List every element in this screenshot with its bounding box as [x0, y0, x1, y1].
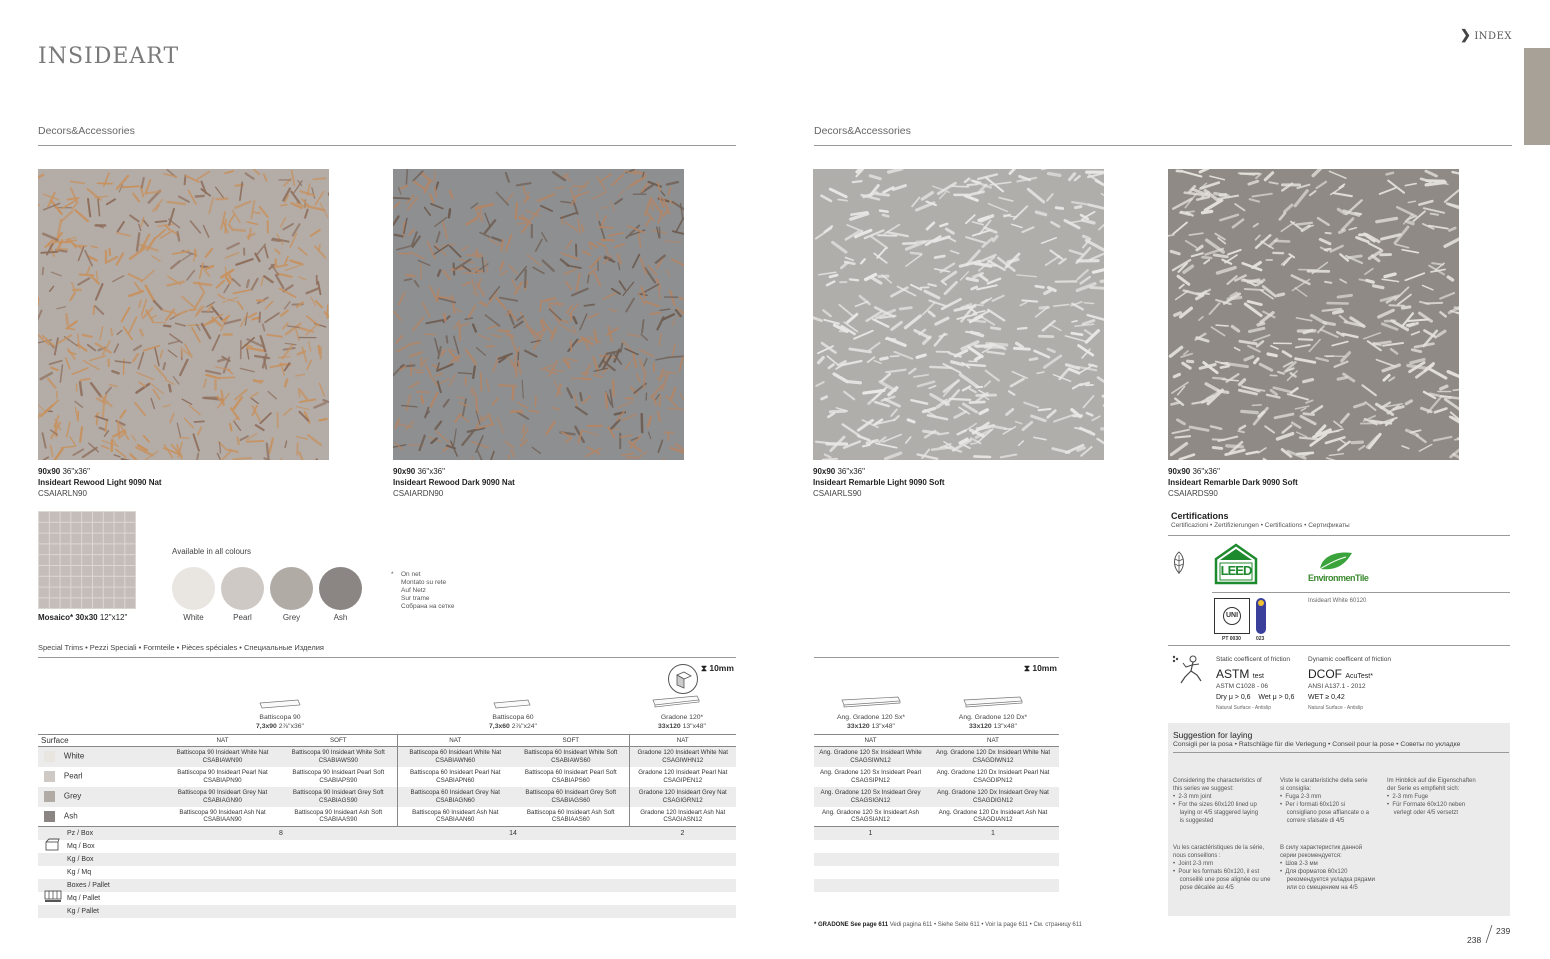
tile-name: Insideart Rewood Dark 9090 Nat: [393, 478, 515, 487]
tile-caption: [38, 466, 162, 499]
table-row: Kg / Pallet: [38, 905, 736, 918]
finish-header: NAT: [629, 735, 736, 747]
surface-label: Surface: [41, 736, 69, 745]
page-number-left: 238: [1467, 935, 1482, 945]
tile-size: 90x90: [393, 467, 416, 476]
trim-label: Battiscopa 90 7,3x90 2⅞"x36": [256, 714, 304, 730]
divider: [38, 145, 736, 146]
tile-name: Insideart Remarble Light 9090 Soft: [813, 478, 945, 487]
footnote: * GRADONE See page 611 Vedi pagina 611 • Siehe Seite 611 • Voir la page 611 • См. страницу 611: [814, 922, 1082, 928]
table-row: Ang. Gradone 120 Sx Insideart Pearl CSAGSIPN12 Ang. Gradone 120 Dx Insideart Pearl Nat CSAGDIPN12: [819, 769, 1050, 784]
laying-text-en: Considering the characteristics of this series we suggest: • 2-3 mm joint • For the sizes 60x120 lined up laying or 4/5 staggered laying is suggested: [1173, 778, 1262, 824]
page-number-right: 239: [1496, 926, 1511, 936]
trims-table-left: [38, 734, 736, 918]
tile-image[interactable]: [1168, 169, 1459, 460]
colour-swatch-grey[interactable]: [270, 567, 313, 610]
table-row: Mq / Pallet: [67, 894, 101, 902]
divider: [814, 145, 1512, 146]
box-icon: [44, 838, 60, 852]
astm-note: Natural Surface - Antislip: [1216, 705, 1272, 711]
tile-code: CSAIARDN90: [393, 489, 444, 498]
table-row: Grey Battiscopa 90 Insideart Grey Nat CSABIAGN90 Battiscopa 90 Insideart Grey Soft CSABIAGS90 Battiscopa 60 Insideart Grey Nat CSABIAGN60 Battiscopa 60 Insideart Grey Soft CSABIAGS60 Gradone 120 Insideart Grey Nat CSAGIGRN12: [38, 787, 736, 807]
leed-logo: LEED: [1214, 543, 1258, 585]
certifications-title: Certifications: [1171, 511, 1229, 521]
mosaico-image[interactable]: [38, 511, 136, 609]
laying-suggestion-panel: [1168, 723, 1510, 916]
astm-values: Dry μ > 0,6 Wet μ > 0,6: [1216, 694, 1295, 701]
index-label: INDEX: [1474, 31, 1512, 42]
slip-icon: [1171, 653, 1211, 685]
tile-code: CSAIARDS90: [1168, 489, 1218, 498]
colour-swatch-pearl[interactable]: [221, 567, 264, 610]
colour-swatch: [44, 811, 55, 822]
tile-image[interactable]: [38, 169, 329, 460]
tile-inches: 36"x36": [837, 467, 865, 476]
finish-header: NAT: [987, 737, 999, 744]
table-row: Ang. Gradone 120 Sx Insideart Grey CSAGSIGN12 Ang. Gradone 120 Dx Insideart Grey Nat CSAGDIGN12: [814, 787, 1059, 807]
on-net-note: * On net Montato su rete Auf Netz Sur trame Собрана на сетке: [391, 571, 455, 610]
colour-swatch: [44, 791, 55, 802]
section-title-left: Decors&Accessories: [38, 125, 135, 137]
certification-badge-icon: [1256, 598, 1266, 634]
tile-name: Insideart Rewood Light 9090 Nat: [38, 478, 162, 487]
divider: [814, 657, 1059, 658]
index-link[interactable]: [1460, 28, 1512, 43]
special-trims-title: Special Trims • Pezzi Speciali • Formteile • Pièces spéciales • Специальные Изделия: [38, 643, 324, 652]
section-title-right: Decors&Accessories: [814, 125, 911, 137]
colour-swatch-white[interactable]: [172, 567, 215, 610]
table-row: Pearl Battiscopa 90 Insideart Pearl Nat CSABIAPN90 Battiscopa 90 Insideart Pearl Soft CSABIAPS90 Battiscopa 60 Insideart Pearl Nat CSABIAPN60 Battiscopa 60 Insideart Pearl Soft CSABIAPS60 Gradone 120 Insideart Pearl Nat CSAGIPEN12: [38, 767, 736, 787]
dcof-values: WET ≥ 0,42: [1308, 694, 1345, 701]
tile-size: 90x90: [1168, 467, 1191, 476]
table-row: Mq / Box: [67, 842, 95, 850]
laying-text-ru: В силу характеристик данной серии рекомендуется: • Шов 2-3 мм • Для форматов 60x120 рекомендуется укладка рядами или со смещением на 4/5: [1280, 845, 1375, 891]
laying-subtitle: Consigli per la posa • Ratschläge für die Verlegung • Conseil pour la pose • Советы по укладке: [1173, 741, 1461, 748]
pallet-icon: [44, 890, 62, 903]
uni-logo: UNI: [1214, 598, 1250, 634]
colour-label: Pearl: [233, 613, 252, 622]
tile-inches: 36"x36": [417, 467, 445, 476]
uni-code: 023: [1256, 636, 1265, 642]
divider: [1168, 645, 1510, 646]
trim-label: Gradone 120* 33x120 13"x48": [658, 714, 706, 730]
tile-inches: 36"x36": [62, 467, 90, 476]
page-edge-tab[interactable]: [1524, 48, 1550, 145]
table-row: Kg / Mq: [67, 868, 92, 876]
tile-caption: [1168, 466, 1298, 499]
table-row: White Battiscopa 90 Insideart White Nat CSABIAWN90 Battiscopa 90 Insideart White Soft CSABIAWS90 Battiscopa 60 Insideart White Nat CSABIAWN60 Battiscopa 60 Insideart White Soft CSABIAWS60 Gradone 120 Insideart White Nat CSAGIWHN12: [38, 747, 736, 767]
ang-gradone-sx-drawing: [840, 695, 902, 709]
finish-header: NAT: [397, 735, 513, 747]
tile-caption: [813, 466, 945, 499]
table-row: 1 1: [814, 827, 1059, 840]
thickness-label: ⧗ 10mm: [1024, 663, 1057, 673]
colour-label: Ash: [333, 613, 348, 622]
thickness-icon: [668, 664, 698, 694]
certifications-subtitle: Certificazioni • Zertifizierungen • Certifications • Сертификаты: [1171, 522, 1350, 529]
trim-label: Ang. Gradone 120 Sx* 33x120 13"x48": [836, 714, 905, 730]
colour-swatch-ash[interactable]: [319, 567, 362, 610]
colour-label: Grey: [282, 613, 301, 622]
trim-label: Battiscopa 60 7,3x60 2⅞"x24": [489, 714, 537, 730]
trim-label: Ang. Gradone 120 Dx* 33x120 13"x48": [958, 714, 1028, 730]
thickness-label: ⧗ 10mm: [701, 663, 734, 673]
table-row: Kg / Box: [38, 853, 736, 866]
table-row: Ash Battiscopa 90 Insideart Ash Nat CSABIAAN90 Battiscopa 90 Insideart Ash Soft CSABIAAS90 Battiscopa 60 Insideart Ash Nat CSABIAAN60 Battiscopa 60 Insideart Ash Soft CSABIAAS60 Gradone 120 Insideart Ash Nat CSAGIASN12: [38, 807, 736, 827]
environmentile-note: Insideart White 60120: [1308, 598, 1367, 604]
finish-header: SOFT: [562, 737, 579, 744]
laying-text-it: Viste le caratteristiche della serie si consiglia: • Fuga 2-3 mm • Per i formati 60x120 si consigliano pose affiancate o a correre sfalsate di 4/5: [1280, 778, 1369, 824]
battiscopa-90-drawing: [258, 699, 302, 709]
divider: [1212, 592, 1510, 593]
astm-label: ASTM test: [1216, 667, 1264, 681]
table-row: Boxes / Pallet: [38, 879, 736, 892]
finish-header: NAT: [864, 737, 877, 744]
ang-gradone-dx-drawing: [962, 695, 1024, 709]
uni-code: PT 0030: [1222, 636, 1241, 642]
gradone-120-drawing: [651, 695, 701, 709]
environmentile-logo: EnvironmenTile: [1308, 549, 1368, 583]
static-friction-title: Static coefficent of friction: [1216, 656, 1290, 663]
tile-code: CSAIARLN90: [38, 489, 87, 498]
trims-table-right: [814, 734, 1059, 892]
mosaico-caption: Mosaico* 30x30 12"x12": [38, 613, 128, 622]
divider: [38, 657, 736, 658]
laying-title: Suggestion for laying: [1173, 730, 1253, 740]
finish-header: SOFT: [330, 737, 347, 744]
divider: [1168, 535, 1510, 536]
tile-image[interactable]: [813, 169, 1104, 460]
page-separator: [1485, 924, 1493, 944]
tile-size: 90x90: [38, 467, 61, 476]
tile-name: Insideart Remarble Dark 9090 Soft: [1168, 478, 1298, 487]
table-row: Ang. Gradone 120 Sx Insideart White CSAGSIWN12 Ang. Gradone 120 Dx Insideart White Nat CSAGDIWN12: [814, 747, 1059, 767]
tile-size: 90x90: [813, 467, 836, 476]
tile-image[interactable]: [393, 169, 684, 460]
table-row: Pz / Box 8 14 2: [38, 827, 736, 840]
battiscopa-60-drawing: [492, 699, 532, 709]
tile-inches: 36"x36": [1192, 467, 1220, 476]
colour-label: White: [183, 613, 204, 622]
dcof-standard: ANSI A137.1 - 2012: [1308, 683, 1366, 690]
dcof-label: DCOF AcuTest*: [1308, 667, 1373, 681]
brand-title: INSIDEART: [38, 44, 180, 69]
table-row: Ang. Gradone 120 Sx Insideart Ash CSAGSIAN12 Ang. Gradone 120 Dx Insideart Ash Nat CSAGDIAN12: [814, 807, 1059, 827]
colour-swatch: [44, 771, 55, 782]
dcof-note: Natural Surface - Antislip: [1308, 705, 1364, 711]
astm-standard: ASTM C1028 - 06: [1216, 683, 1269, 690]
colour-swatch: [44, 751, 55, 762]
dynamic-friction-title: Dynamic coefficent of friction: [1308, 656, 1391, 663]
leaf-icon: [1171, 551, 1187, 575]
colours-title: Available in all colours: [172, 547, 252, 556]
laying-text-de: Im Hinblick auf die Eigenschaften der Serie es empfiehlt sich: • 2-3 mm Fuge • Für Formate 60x120 neben verlegt oder 4/5 versetzt: [1387, 778, 1476, 816]
tile-caption: [393, 466, 515, 499]
index-chevron-icon: ❯: [1459, 28, 1472, 43]
laying-text-fr: Vu les caractéristiques de la série, nous conseillons : • Joint 2-3 mm • Pour les formats 60x120, il est conseillé une pose alignée ou une pose décalée au 4/5: [1173, 845, 1271, 891]
tile-code: CSAIARLS90: [813, 489, 862, 498]
finish-header: NAT: [216, 737, 229, 744]
